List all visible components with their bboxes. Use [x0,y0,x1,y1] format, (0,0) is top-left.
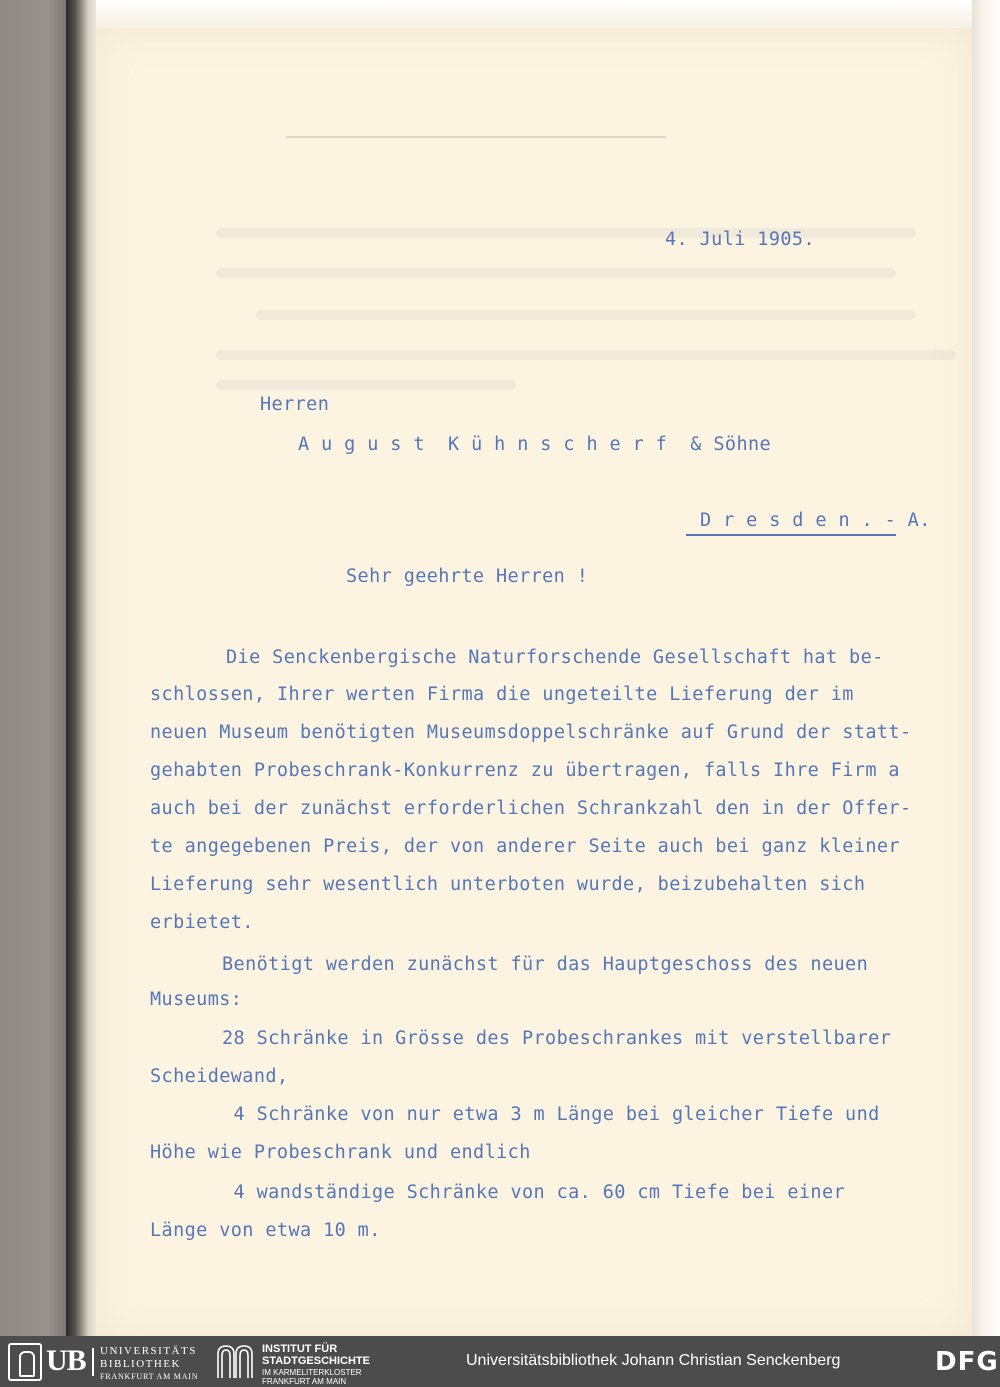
recipient-city: D r e s d e n . - A. [700,510,931,531]
ub-divider [92,1348,94,1376]
letter-page [96,28,972,1336]
show-through-text [256,310,916,320]
body-line: te angegebenen Preis, der von anderer Seite auch bei ganz kleiner [150,836,900,857]
viewer-footer [0,1336,1000,1387]
body-line: neuen Museum benötigten Museumsdoppelschränke auf Grund der statt- [150,722,912,743]
body-line: erbietet. [150,912,254,933]
greeting: Sehr geehrte Herren ! [346,566,589,587]
footer-library-title: Universitätsbibliothek Johann Christian Senckenberg [466,1352,841,1369]
scan-top-margin [96,0,972,28]
body-line: schlossen, Ihrer werten Firma die ungeteilte Lieferung der im [150,684,854,705]
body-line: Länge von etwa 10 m. [150,1220,381,1241]
ub-line-3: FRANKFURT AM MAIN [100,1372,199,1381]
city-underline [686,534,896,536]
institut-line-4: FRANKFURT AM MAIN [262,1377,347,1386]
show-through-text [216,350,956,360]
book-spine-shadow [66,0,96,1336]
body-line: auch bei der zunächst erforderlichen Schrankzahl den in der Offer- [150,798,912,819]
body-line: Scheidewand, [150,1066,289,1087]
recipient-name: A u g u s t K ü h n s c h e r f & Söhne [298,434,772,455]
institut-line-2: STADTGESCHICHTE [262,1355,370,1367]
institut-line-1: INSTITUT FÜR [262,1343,338,1355]
body-line: Lieferung sehr wesentlich unterboten wurde, beizubehalten sich [150,874,866,895]
ub-line-2: BIBLIOTHEK [100,1358,181,1370]
show-through-text [216,380,516,390]
ub-seal-icon [8,1343,42,1381]
ub-line-1: UNIVERSITÄTS [100,1345,197,1357]
body-line: 4 wandständige Schränke von ca. 60 cm Tiefe bei einer [222,1182,846,1203]
show-through-text [216,268,896,278]
dfg-logo: DFG [935,1347,999,1377]
body-line: Benötigt werden zunächst für das Hauptgeschoss des neuen [222,954,869,975]
show-through-rule [286,136,666,138]
salutation-herren: Herren [260,394,330,415]
letter-date: 4. Juli 1905. [665,229,815,250]
body-line: Museums: [150,989,243,1010]
page-edge [972,0,1000,1336]
scan-background-board [0,0,66,1336]
body-line: gehabten Probeschrank-Konkurrenz zu übertragen, falls Ihre Firm a [150,760,900,781]
institut-arches-icon [216,1344,254,1380]
body-line: 28 Schränke in Grösse des Probeschrankes mit verstellbarer [222,1028,892,1049]
body-line: Höhe wie Probeschrank und endlich [150,1142,531,1163]
body-line: 4 Schränke von nur etwa 3 m Länge bei gleicher Tiefe und [222,1104,880,1125]
body-line: Die Senckenbergische Naturforschende Gesellschaft hat be- [226,647,884,668]
institut-line-3: IM KARMELITERKLOSTER [262,1368,362,1377]
ub-logo: UB [46,1344,86,1377]
